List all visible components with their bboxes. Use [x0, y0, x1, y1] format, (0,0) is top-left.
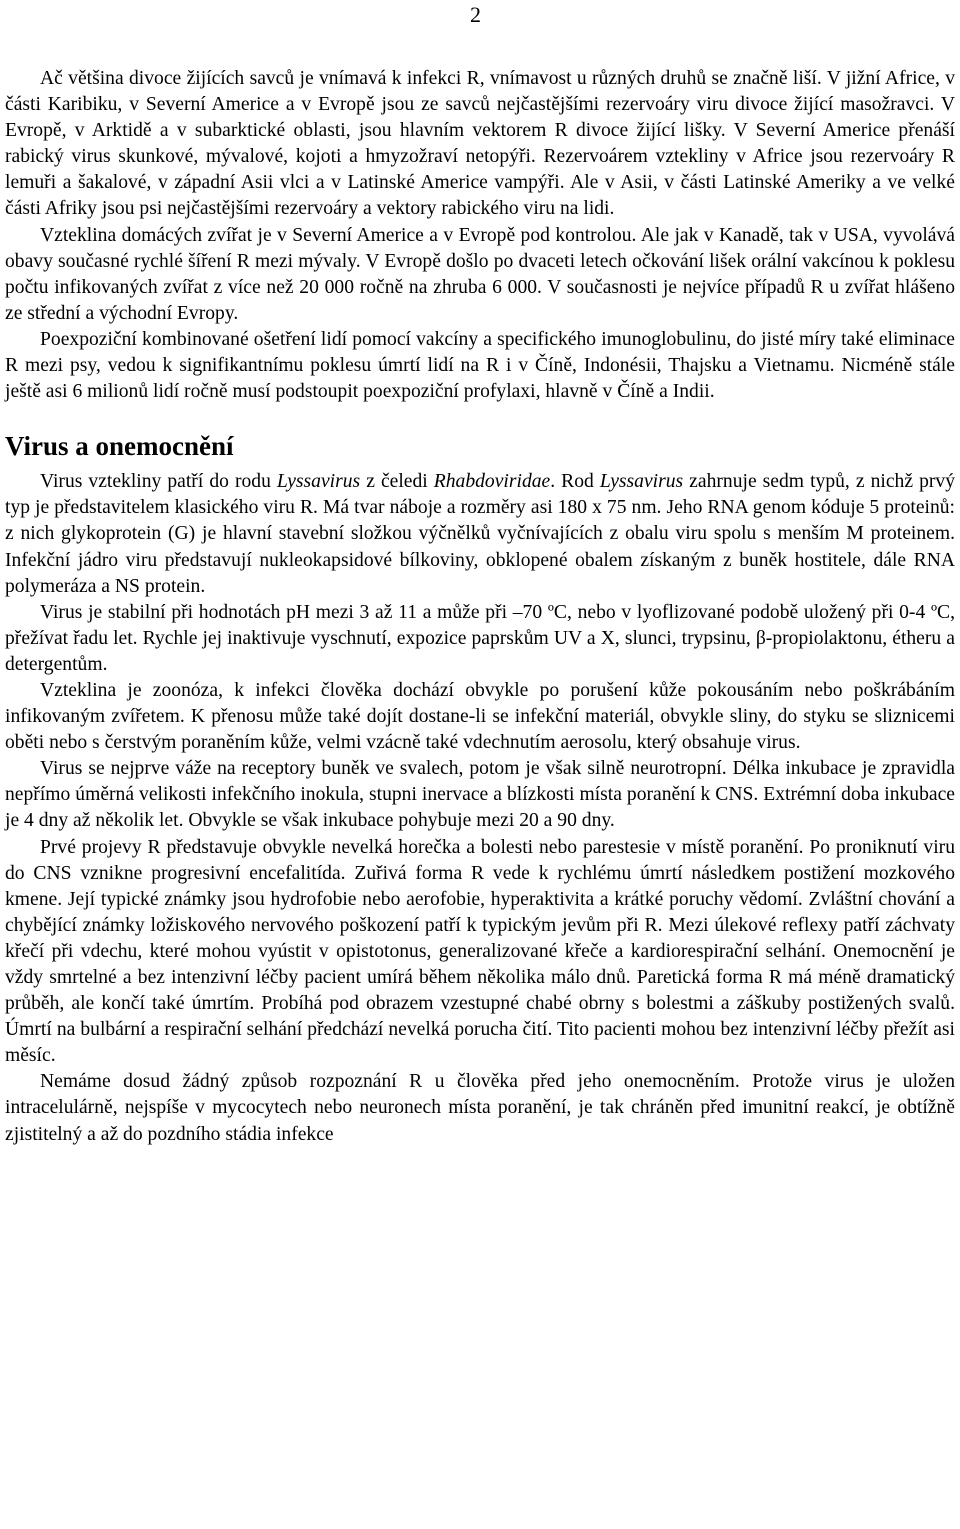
paragraph-virus-stability: Virus je stabilní při hodnotách pH mezi 3 až 11 a může při –70 ºC, nebo v lyoflizované podobě uložený při 0-4 ºC, přežívat řadu let. Rychle jej inaktivuje vyschnutí, expozice paprskům UV a X, slunci, trypsinu, β-propiolaktonu, étheru a detergentům. — [5, 601, 955, 675]
paragraph-domestic-rabies: Vzteklina domácých zvířat je v Severní Americe a v Evropě pod kontrolou. Ale jak v Kanadě, tak v USA, vyvolává obavy současné rychlé šíření R mezi mývaly. V Evropě došlo po dvaceti letech očkování lišek orální vakcínou k poklesu počtu infikovaných zvířat z více než 20 000 ročně na zhruba 6 000. V současnosti je nejvíce případů R u zvířat hlášeno ze střední a východní Evropy. — [5, 224, 955, 324]
page-number: 2 — [470, 2, 481, 27]
document-body — [5, 66, 955, 1148]
family-name: Rhabdoviridae — [433, 471, 551, 493]
paragraph-incubation: Virus se nejprve váže na receptory buněk ve svalech, potom je však silně neurotropní. Délka inkubace je zpravidla nepřímo úměrná velikosti infekčního inokula, stupni inervace a blízkosti místa poranění k CNS. Extrémní doba inkubace je 4 dny až několik let. Obvykle se však inkubace pohybuje mezi 20 a 90 dny. — [5, 758, 955, 832]
genus-name: Lyssavirus — [276, 471, 361, 493]
paragraph-wildlife-reservoirs: Ač většina divoce žijících savců je vnímavá k infekci R, vnímavost u různých druhů se značně liší. V jižní Africe, v části Karibiku, v Severní Americe a v Evropě jsou ze savců nejčastějšími rezervoáry viru divoce žijící masožravci. V Evropě, v Arktidě a v subarktické oblasti, jsou hlavním vektorem R divoce žijící lišky. V Severní Americe přenáší rabický virus skunkové, mývalové, kojoti a hmyzožraví netopýři. Rezervoárem vztekliny v Africe jsou rezervoáry R lemuři a šakalové, v západní Asii vlci a v Latinské Americe vampýři. Ale v Asii, v části Latinské Ameriky a ve velké části Afriky jsou psi nejčastějšími rezervoáry a vektory rabického viru na lidi. — [5, 68, 955, 220]
paragraph-virus-classification — [5, 469, 955, 599]
paragraph-symptoms: Prvé projevy R představuje obvykle nevelká horečka a bolesti nebo parestesie v místě poranění. Po proniknutí viru do CNS vznikne progresivní encefalitída. Zuřivá forma R vede k rychlému úmrtí následkem postižení mozkového kmene. Její typické známky jsou hydrofobie nebo aerofobie, hyperaktivita a krátké poruchy vědomí. Zvláštní chování a chybějící známky ložiskového nervového poškození patří k typickým jevům při R. Mezi úlekové reflexy patří záchvaty křečí při vdechu, které mohou vyústit v opistotonus, generalizované křeče a kardiorespirační selhání. Onemocnění je vždy smrtelné a bez intenzivní léčby pacient umírá během několika málo dnů. Paretická forma R má méně dramatický průběh, ale končí také úmrtím. Probíhá pod obrazem vzestupné chabé obrny s bolestmi a záškuby postižených svalů. Úmrtí na bulbární a respirační selhání předchází nevelká porucha čití. Tito pacienti mohou bez intenzivní léčby přežít asi měsíc. — [5, 836, 955, 1067]
genus-name: Lyssavirus — [599, 471, 684, 493]
paragraph-diagnosis: Nemáme dosud žádný způsob rozpoznání R u člověka před jeho onemocněním. Protože virus je uložen intracelulárně, nejspíše v mycocytech nebo neuronech místa poranění, je tak chráněn před imunitní reakcí, je obtížně zjistitelný a až do pozdního stádia infekce — [5, 1071, 955, 1145]
section-heading: Virus a onemocnění — [5, 431, 234, 462]
paragraph-post-exposure: Poexpoziční kombinované ošetření lidí pomocí vakcíny a specifického imunoglobulinu, do jisté míry také eliminace R mezi psy, vedou k signifikantnímu poklesu úmrtí lidí na R i v Číně, Indonésii, Thajsku a Vietnamu. Nicméně stále ještě asi 6 milionů lidí ročně musí podstoupit poexpoziční profylaxi, hlavně v Číně a Indii. — [5, 328, 955, 403]
text-run: Virus vztekliny patří do rodu — [40, 471, 277, 493]
text-run: zahrnuje sedm typů, z nichž prvý typ je představitelem klasického viru R. Má tvar náboje a rozměry asi 180 x 75 nm. Jeho RNA genom kóduje 5 proteinů: z nich glykoprotein (G) je hlavní stavební složkou výčnělků vyčnívajících z obalu viru spolu s menším M proteinem. Infekční jádro viru představují nukleokapsidové bílkoviny, obklopené obalem získaným z buněk hostitele, dále RNA polymeráza a NS protein. — [5, 471, 955, 597]
text-run: z čeledi — [360, 471, 434, 493]
text-run: . Rod — [550, 471, 600, 493]
paragraph-transmission: Vzteklina je zoonóza, k infekci člověka dochází obvykle po porušení kůže pokousáním nebo poškrábáním infikovaným zvířetem. K přenosu může také dojít dostane-li se infekční materiál, obvykle sliny, do styku se sliznicemi oběti nebo s čerstvým poraněním kůže, velmi vzácně také vdechnutím aerosolu, který obsahuje virus. — [5, 679, 955, 754]
